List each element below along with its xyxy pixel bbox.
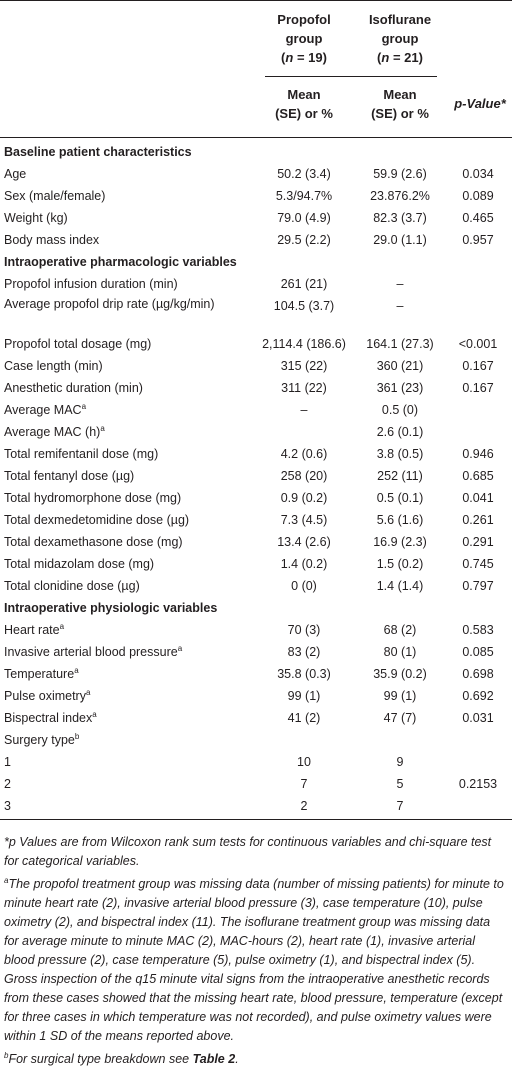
propofol-group-header [256,10,352,67]
row-label: Heart rate$^a$ [4,621,65,637]
isoflurane-value: 29.0 (1.1) [373,233,427,247]
table-row [0,355,512,377]
isoflurane-value: 9 [396,755,404,769]
p-value: 0.946 [462,447,494,461]
isoflurane-value: 23.876.2% [370,189,430,203]
p-value: 0.583 [462,623,494,637]
propofol-value: – [300,403,308,417]
row-label: Propofol infusion duration (min) [4,277,178,291]
table-top-rule [0,0,512,1]
p-value: 0.797 [462,579,494,593]
row-label: Bispectral index$^a$ [4,709,97,725]
p-value: 0.031 [462,711,494,725]
propofol-value: 79.0 (4.9) [277,211,331,225]
footnote-star: *p Values are from Wilcoxon rank sum tests for continuous variables and chi-square test for categorical variables. [4,835,492,868]
table-row [0,377,512,399]
table-row [0,707,512,729]
table-row [0,553,512,575]
table-row [0,795,512,817]
propofol-value: 311 (22) [281,381,327,395]
isoflurane-value: 59.9 (2.6) [373,167,427,181]
isoflurane-value: 82.3 (3.7) [373,211,427,225]
table-row [0,509,512,531]
table-row [0,333,512,355]
isoflurane-value: – [396,299,404,313]
row-label: Intraoperative pharmacologic variables [4,255,237,269]
table-row [0,619,512,641]
footnote-b: $^b$For surgical type breakdown see Table 2. [4,1050,239,1066]
propofol-value: 4.2 (0.6) [280,447,328,461]
isoflurane-value: 80 (1) [383,645,417,659]
row-label: Anesthetic duration (min) [4,381,143,395]
table-row [0,685,512,707]
p-value: 0.685 [462,469,494,483]
propofol-value: 258 (20) [280,469,328,483]
row-label: Total fentanyl dose (µg) [4,469,135,483]
row-label: Baseline patient characteristics [4,145,192,159]
isoflurane-value: 2.6 (0.1) [376,425,424,439]
p-value: 0.291 [462,535,494,549]
table-row [0,641,512,663]
row-label: Total clonidine dose (µg) [4,579,140,593]
row-label: 1 [4,755,11,769]
isoflurane-value: 0.5 (0) [381,403,419,417]
propofol-value: 29.5 (2.2) [277,233,331,247]
propofol-value: 1.4 (0.2) [280,557,328,571]
row-label: Invasive arterial blood pressure$^a$ [4,643,183,659]
p-value: 0.261 [462,513,494,527]
footnote-a: $^a$The propofol treatment group was missing data (number of missing patients) for minute to minute heart rate (2), invasive arterial blood pressure (3), case temperature (10), pulse oximetry (2), and bispectral index (11). The isoflurane treatment group was missing data for average minute to minute MAC (2), MAC-hours (2), heart rate (1), invasive arterial blood pressure (2), case temperature (5), pulse oximetry (1), and bispectral index (5). Gross inspection of the q15 minute vital signs from the intraoperative anesthetic records from these cases showed that the missing heart rate, blood pressure, temperature (except for three cases in which temperature was not recorded), and pulse oximetry values were within 1 SD of the means reported above. [4,875,504,1043]
table-row [0,465,512,487]
isoflurane-value: 68 (2) [383,623,417,637]
table-row [0,751,512,773]
p-value: 0.698 [462,667,494,681]
row-label: Weight (kg) [4,211,68,225]
propofol-value: 99 (1) [287,689,321,703]
isoflurane-value: 361 (23) [376,381,424,395]
p-value: <0.001 [458,337,498,351]
p-value: 0.085 [462,645,494,659]
row-label: Sex (male/female) [4,189,106,203]
table-row [0,185,512,207]
table-row [0,229,512,251]
table-row [0,575,512,597]
row-label: 3 [4,799,11,813]
table-row [0,273,512,295]
isoflurane-value: 5 [396,777,404,791]
p-value: 0.692 [462,689,494,703]
section-header [0,141,512,163]
table-row [0,295,512,333]
table-footnotes [4,833,508,1073]
row-label: Pulse oximetry$^a$ [4,687,91,703]
propofol-value: 50.2 (3.4) [277,167,331,181]
propofol-value: 2,114.4 (186.6) [262,337,346,351]
table-bottom-rule [0,819,512,820]
table-row [0,773,512,795]
row-label: Average propofol drip rate (µg/kg/min) [4,297,215,311]
row-label: Surgery type$^b$ [4,731,80,747]
p-value: 0.465 [462,211,494,225]
row-label: Average MAC$^a$ [4,401,87,417]
group-n: (n = 21) [377,50,423,65]
section-header [0,251,512,273]
p-value: 0.041 [462,491,494,505]
p-value: 0.034 [462,167,494,181]
row-label: Intraoperative physiologic variables [4,601,218,615]
isoflurane-value: 35.9 (0.2) [373,667,427,681]
table-row [0,487,512,509]
isoflurane-value: 0.5 (0.1) [376,491,424,505]
propofol-stat-header: Mean (SE) or % [275,87,333,121]
table-row [0,163,512,185]
row-label: Total dexamethasone dose (mg) [4,535,183,549]
header-bottom-rule [0,137,512,138]
p-value: 0.745 [462,557,494,571]
row-label: Total hydromorphone dose (mg) [4,491,182,505]
propofol-value: 70 (3) [287,623,321,637]
table-row [0,421,512,443]
propofol-value: 2 [300,799,308,813]
propofol-value: 261 (21) [280,277,328,291]
table-row [0,663,512,685]
table-row [0,729,512,751]
row-label: Total midazolam dose (mg) [4,557,155,571]
row-label: Total remifentanil dose (mg) [4,447,159,461]
isoflurane-value: 5.6 (1.6) [376,513,424,527]
table-row [0,531,512,553]
isoflurane-group-header [352,10,448,67]
row-label: 2 [4,777,11,791]
pvalue-header: p-Value* [454,96,506,111]
propofol-value: 7 [300,777,308,791]
isoflurane-value: 164.1 (27.3) [366,337,434,351]
isoflurane-value: – [396,277,404,291]
propofol-value: 10 [297,755,311,769]
propofol-value: 5.3/94.7% [275,189,333,203]
table-row [0,443,512,465]
row-label: Propofol total dosage (mg) [4,337,152,351]
group-name: Isoflurane [368,12,432,27]
propofol-value: 13.4 (2.6) [277,535,331,549]
row-label: Temperature$^a$ [4,665,79,681]
isoflurane-value: 360 (21) [376,359,424,373]
p-value: 0.2153 [458,777,498,791]
p-value: 0.167 [462,359,494,373]
row-label: Case length (min) [4,359,103,373]
isoflurane-value: 16.9 (2.3) [373,535,427,549]
isoflurane-stat-header: Mean (SE) or % [371,87,429,121]
p-value: 0.167 [462,381,494,395]
propofol-value: 83 (2) [287,645,321,659]
header-mid-rule [265,76,437,77]
propofol-value: 7.3 (4.5) [280,513,328,527]
p-value: 0.089 [462,189,494,203]
isoflurane-value: 99 (1) [383,689,417,703]
propofol-value: 104.5 (3.7) [273,299,335,313]
isoflurane-value: 1.4 (1.4) [376,579,424,593]
table-row [0,399,512,421]
isoflurane-value: 1.5 (0.2) [376,557,424,571]
isoflurane-value: 3.8 (0.5) [376,447,424,461]
propofol-value: 35.8 (0.3) [277,667,331,681]
group-n: (n = 19) [281,50,327,65]
row-label: Total dexmedetomidine dose (µg) [4,513,190,527]
section-header [0,597,512,619]
row-label: Body mass index [4,233,100,247]
row-label: Age [4,167,27,181]
isoflurane-value: 47 (7) [383,711,417,725]
propofol-value: 0 (0) [291,579,317,593]
propofol-value: 315 (22) [280,359,328,373]
group-word: group [285,31,323,46]
table-row [0,207,512,229]
row-label: Average MAC $(h)^a$ [4,423,105,439]
propofol-value: 41 (2) [287,711,321,725]
isoflurane-value: 252 (11) [377,469,423,483]
group-word: group [381,31,419,46]
isoflurane-value: 7 [396,799,404,813]
group-name: Propofol [277,12,331,27]
propofol-value: 0.9 (0.2) [280,491,328,505]
p-value: 0.957 [462,233,494,247]
